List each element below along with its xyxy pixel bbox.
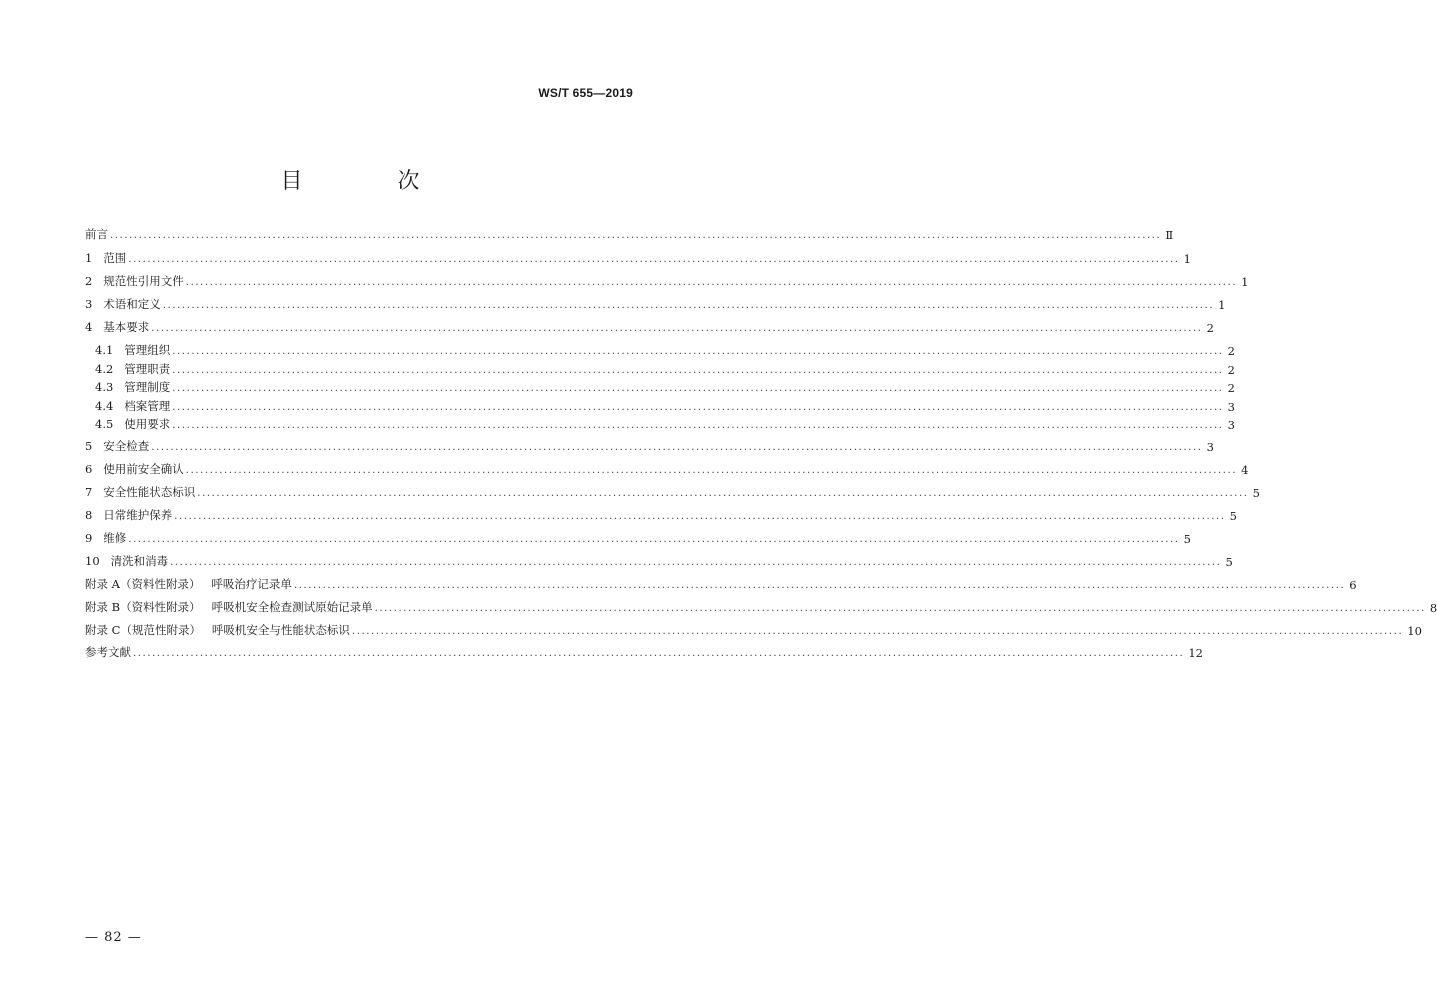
toc-entry-page: 2 (1206, 321, 1214, 335)
toc-entry[interactable] (85, 551, 1233, 569)
toc-entry-label: 5 安全检查 (85, 439, 150, 453)
toc-entry[interactable] (85, 597, 1437, 615)
toc-entry-label: 前言 (85, 227, 108, 241)
toc-entry[interactable] (85, 224, 1174, 242)
page-number: — 82 — (85, 930, 142, 945)
toc-dot-leader: ............................................................................................................................................................................................................................ (170, 557, 1222, 568)
toc-entry-label: 9 维修 (85, 531, 127, 545)
toc-dot-leader: ............................................................................................................................................................................................................................ (172, 402, 1224, 413)
toc-dot-leader: ............................................................................................................................................................................................................................ (133, 648, 1185, 659)
toc-dot-leader: ............................................................................................................................................................................................................................ (151, 323, 1203, 334)
toc-entry-page: 1 (1183, 252, 1191, 266)
toc-entry-page: 12 (1188, 646, 1203, 660)
toc-entry-page: 5 (1225, 555, 1233, 569)
toc-entry-page: 6 (1349, 578, 1357, 592)
toc-entry-label: 3 术语和定义 (85, 297, 161, 311)
toc-entry[interactable] (85, 294, 1226, 312)
toc-entry[interactable] (95, 396, 1235, 414)
toc-dot-leader: ............................................................................................................................................................................................................................ (128, 254, 1180, 265)
toc-entry-page: 5 (1252, 486, 1260, 500)
toc-entry-page: 1 (1218, 298, 1226, 312)
toc-dot-leader: ............................................................................................................................................................................................................................ (128, 534, 1180, 545)
toc-entry[interactable] (85, 574, 1357, 592)
toc-entry-label: 4.5 使用要求 (95, 417, 171, 431)
toc-dot-leader: ............................................................................................................................................................................................................................ (172, 420, 1224, 431)
toc-dot-leader: ............................................................................................................................................................................................................................ (351, 626, 1404, 637)
toc-entry[interactable] (95, 359, 1235, 377)
toc-entry-label: 6 使用前安全确认 (85, 462, 184, 476)
toc-dot-leader: ............................................................................................................................................................................................................................ (293, 580, 1346, 591)
toc-entry[interactable] (95, 377, 1235, 395)
toc-entry-label: 4.2 管理职责 (95, 362, 171, 376)
toc-entry-page: 3 (1227, 400, 1235, 414)
toc-entry[interactable] (85, 482, 1260, 500)
toc-entry[interactable] (85, 436, 1214, 454)
toc-entry-label: 2 规范性引用文件 (85, 274, 184, 288)
toc-entry-label: 1 范围 (85, 251, 127, 265)
toc-dot-leader: ............................................................................................................................................................................................................................ (185, 465, 1238, 476)
toc-entry-label: 4.4 档案管理 (95, 399, 171, 413)
toc-entry[interactable] (85, 317, 1214, 335)
toc-entry-page: 1 (1241, 275, 1249, 289)
toc-entry-page: 5 (1229, 509, 1237, 523)
toc-entry-page: 2 (1227, 363, 1235, 377)
toc-entry[interactable] (85, 620, 1422, 638)
toc-dot-leader: ............................................................................................................................................................................................................................ (172, 383, 1224, 394)
toc-dot-leader: ............................................................................................................................................................................................................................ (172, 365, 1224, 376)
toc-entry-label: 4.1 管理组织 (95, 343, 171, 357)
toc-dot-leader: ............................................................................................................................................................................................................................ (374, 603, 1426, 614)
toc-entry[interactable] (85, 642, 1203, 660)
toc-dot-leader: ............................................................................................................................................................................................................................ (151, 442, 1203, 453)
toc-entry-page: Ⅱ (1165, 228, 1174, 242)
toc-entry-page: 4 (1241, 463, 1249, 477)
toc-entry-label: 附录 A（资料性附录） 呼吸治疗记录单 (85, 577, 292, 591)
toc-entry[interactable] (85, 528, 1191, 546)
toc-entry-label: 4 基本要求 (85, 320, 150, 334)
toc-entry-page: 8 (1429, 601, 1437, 615)
toc-dot-leader: ............................................................................................................................................................................................................................ (110, 230, 1162, 241)
toc-entry-page: 3 (1227, 418, 1235, 432)
toc-entry[interactable] (85, 271, 1249, 289)
toc-entry-page: 3 (1206, 440, 1214, 454)
toc-entry[interactable] (85, 248, 1191, 266)
toc-entry[interactable] (95, 414, 1235, 432)
toc-entry-label: 10 清洗和消毒 (85, 554, 169, 568)
toc-entry-label: 8 日常维护保养 (85, 508, 173, 522)
toc-entry-label: 4.3 管理制度 (95, 380, 171, 394)
toc-dot-leader: ............................................................................................................................................................................................................................ (172, 346, 1224, 357)
standard-code: WS/T 655—2019 (538, 86, 633, 100)
toc-entry-label: 参考文献 (85, 645, 131, 659)
toc-entry-label: 附录 B（资料性附录） 呼吸机安全检查测试原始记录单 (85, 600, 373, 614)
toc-dot-leader: ............................................................................................................................................................................................................................ (197, 488, 1249, 499)
toc-entry-page: 2 (1227, 381, 1235, 395)
toc-entry-label: 附录 C（规范性附录） 呼吸机安全与性能状态标识 (85, 623, 350, 637)
toc-entry[interactable] (85, 459, 1249, 477)
toc-entry-page: 2 (1227, 344, 1235, 358)
toc-dot-leader: ............................................................................................................................................................................................................................ (174, 511, 1226, 522)
toc-entry[interactable] (85, 505, 1237, 523)
toc-dot-leader: ............................................................................................................................................................................................................................ (185, 277, 1238, 288)
toc-entry-page: 5 (1183, 532, 1191, 546)
toc-entry-page: 10 (1407, 624, 1422, 638)
toc-entry[interactable] (95, 340, 1235, 358)
toc-entry-label: 7 安全性能状态标识 (85, 485, 196, 499)
toc-dot-leader: ............................................................................................................................................................................................................................ (162, 300, 1215, 311)
page-title: 目 次 (280, 169, 464, 194)
